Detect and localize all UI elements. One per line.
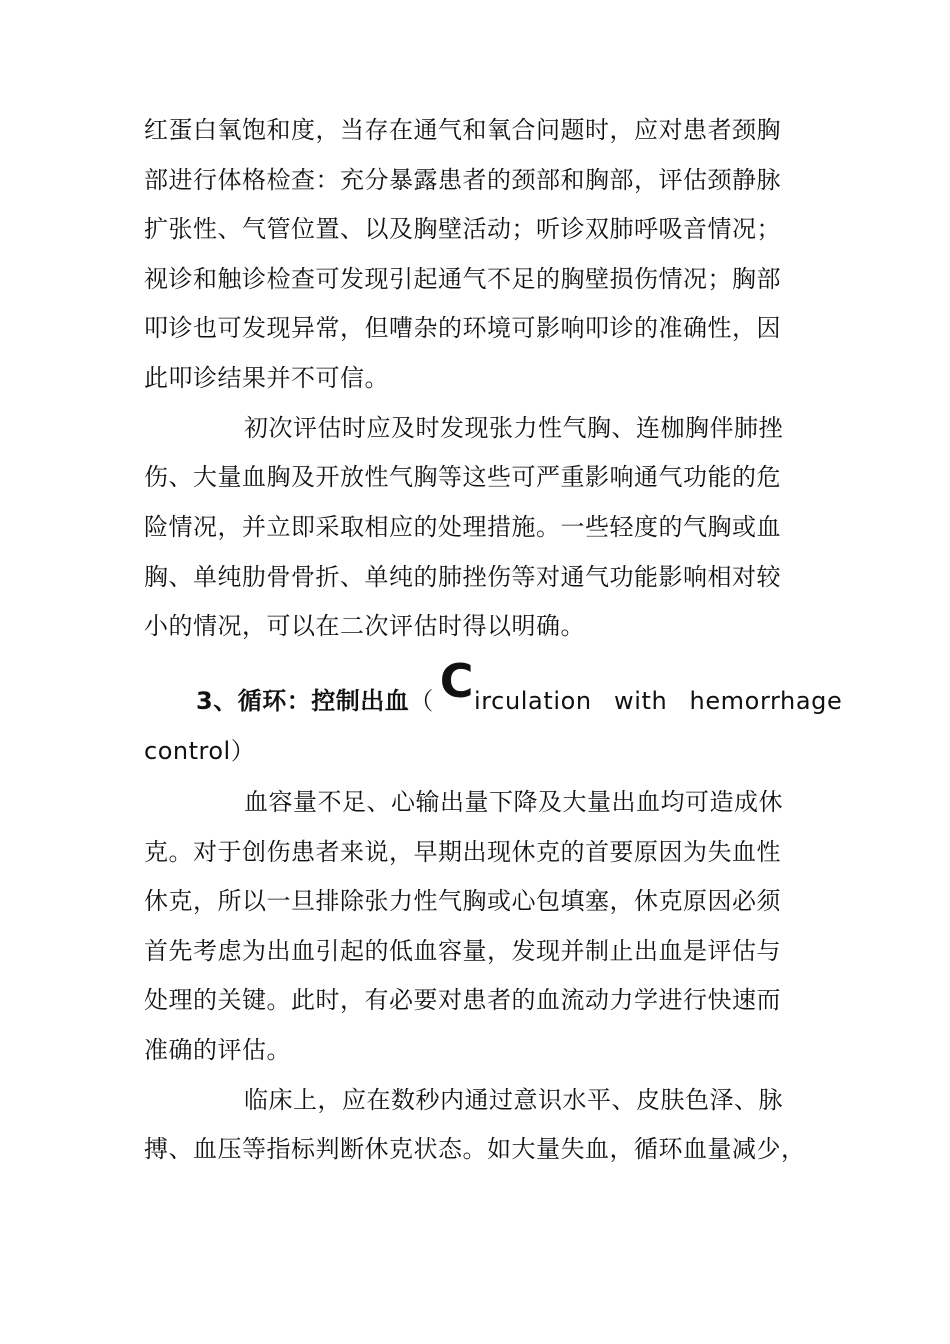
paragraph-1-line: 叩诊也可发现异常，但嘈杂的环境可影响叩诊的准确性，因 [144,314,781,342]
heading-big-letter: C [439,654,474,708]
paragraph-3-line: 准确的评估。 [144,1036,291,1064]
paragraph-1-line: 红蛋白氧饱和度，当存在通气和氧合问题时，应对患者颈胸 [144,116,781,144]
paragraph-3-line: 克。对于创伤患者来说，早期出现休克的首要原因为失血性 [144,838,781,866]
paragraph-1-line: 此叩诊结果并不可信。 [144,364,389,392]
paragraph-1-line: 视诊和触诊检查可发现引起通气不足的胸壁损伤情况；胸部 [144,265,781,293]
section-heading-line2: control） [144,737,256,765]
paragraph-2-line: 险情况，并立即采取相应的处理措施。一些轻度的气胸或血 [144,513,781,541]
section-heading [196,654,843,716]
paragraph-1-line: 扩张性、气管位置、以及胸壁活动；听诊双肺呼吸音情况； [144,215,781,243]
paragraph-4-line: 搏、血压等指标判断休克状态。如大量失血，循环血量减少， [144,1135,806,1163]
section-heading-cn: 3、循环：控制出血 [196,687,410,715]
paragraph-4-line: 临床上，应在数秒内通过意识水平、皮肤色泽、脉 [244,1086,783,1114]
paragraph-3-line: 血容量不足、心输出量下降及大量出血均可造成休 [244,788,783,816]
paragraph-3-line: 处理的关键。此时，有必要对患者的血流动力学进行快速而 [144,986,781,1014]
paragraph-2-line: 初次评估时应及时发现张力性气胸、连枷胸伴肺挫 [244,414,783,442]
paragraph-2-line: 伤、大量血胸及开放性气胸等这些可严重影响通气功能的危 [144,463,781,491]
paragraph-1-line: 部进行体格检查：充分暴露患者的颈部和胸部，评估颈静脉 [144,166,781,194]
paragraph-3-line: 休克，所以一旦排除张力性气胸或心包填塞，休克原因必须 [144,887,781,915]
heading-open-paren: （ [409,687,434,715]
heading-english: irculation with hemorrhage [473,687,843,715]
paragraph-3-line: 首先考虑为出血引起的低血容量，发现并制止出血是评估与 [144,937,781,965]
paragraph-2-line: 小的情况，可以在二次评估时得以明确。 [144,612,585,640]
paragraph-2-line: 胸、单纯肋骨骨折、单纯的肺挫伤等对通气功能影响相对较 [144,563,781,591]
